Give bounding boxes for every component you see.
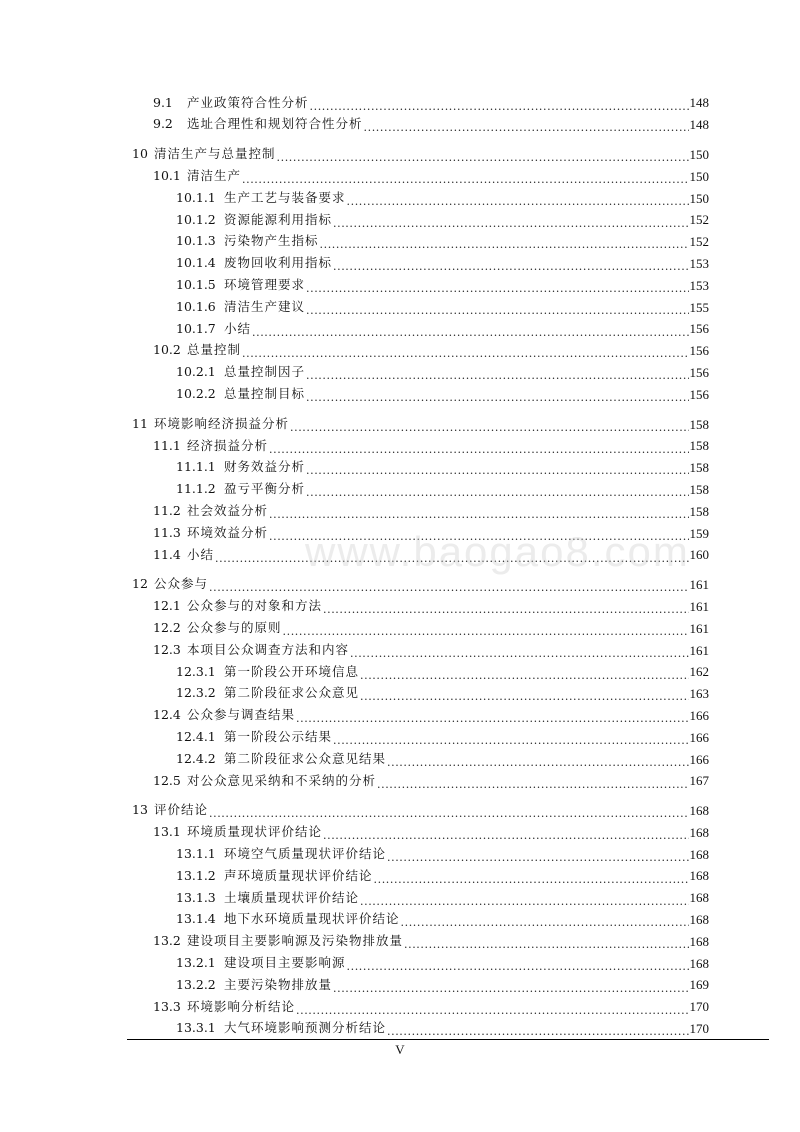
toc-entry-number: 12.4.2 <box>176 750 216 766</box>
toc-dot-leader <box>404 938 688 951</box>
toc-dot-leader <box>333 982 688 995</box>
toc-dot-leader <box>306 486 688 499</box>
toc-entry-page: 162 <box>689 664 709 680</box>
toc-entry-number: 12.3 <box>153 641 181 657</box>
toc-entry[interactable] <box>0 596 800 618</box>
toc-dot-leader <box>296 712 688 725</box>
toc-entry[interactable] <box>0 209 800 231</box>
toc-entry-title: 环境质量现状评价结论 <box>187 824 323 840</box>
toc-dot-leader <box>333 260 688 273</box>
toc-entry-number: 12.4.1 <box>176 728 216 744</box>
toc-entry-number: 10.1.7 <box>176 320 216 336</box>
toc-entry-page: 163 <box>689 686 709 702</box>
toc-dot-leader <box>209 807 688 820</box>
toc-dot-leader <box>323 603 688 616</box>
toc-entry[interactable] <box>0 362 800 384</box>
toc-entry-page: 168 <box>689 824 709 840</box>
toc-dot-leader <box>350 647 688 660</box>
toc-entry-title: 公众参与 <box>154 576 209 592</box>
toc-entry[interactable] <box>0 544 800 566</box>
toc-dot-leader <box>387 851 688 864</box>
toc-entry-number: 13.3 <box>153 998 181 1014</box>
toc-entry-number: 10.2 <box>153 342 181 358</box>
toc-entry-title: 资源能源利用指标 <box>224 211 333 227</box>
toc-entry[interactable] <box>0 887 800 909</box>
toc-entry[interactable] <box>0 770 800 792</box>
toc-entry[interactable] <box>0 639 800 661</box>
toc-entry[interactable] <box>0 187 800 209</box>
toc-entry-title: 选址合理性和规划符合性分析 <box>187 116 363 132</box>
toc-entry[interactable] <box>0 500 800 522</box>
toc-entry[interactable] <box>0 457 800 479</box>
toc-dot-leader <box>377 778 688 791</box>
toc-dot-leader <box>269 530 688 543</box>
toc-dot-leader <box>387 1025 688 1038</box>
toc-entry-number: 13.1 <box>153 824 181 840</box>
toc-entry-title: 公众参与的对象和方法 <box>187 598 323 614</box>
toc-dot-leader <box>310 100 689 113</box>
toc-entry-title: 总量控制因子 <box>224 364 306 380</box>
toc-entry-number: 12.1 <box>153 598 181 614</box>
toc-entry-title: 大气环境影响预测分析结论 <box>224 1020 387 1036</box>
toc-entry-title: 废物回收利用指标 <box>224 255 333 271</box>
toc-dot-leader <box>306 304 688 317</box>
toc-entry-page: 168 <box>689 846 709 862</box>
toc-entry-title: 财务效益分析 <box>224 459 306 475</box>
toc-entry-title: 环境效益分析 <box>187 524 269 540</box>
toc-entry-title: 总量控制目标 <box>224 386 306 401</box>
toc-dot-leader <box>209 581 688 594</box>
toc-entry-title: 小结 <box>224 320 252 336</box>
toc-entry-title: 污染物产生指标 <box>224 233 319 249</box>
toc-entry-title: 建设项目主要影响源及污染物排放量 <box>187 933 404 949</box>
toc-dot-leader <box>401 916 689 929</box>
footer-divider <box>127 1039 769 1040</box>
toc-entry-number: 12 <box>132 576 148 592</box>
toc-entry-number: 10.2.2 <box>176 386 216 401</box>
toc-dot-leader <box>323 829 688 842</box>
toc-entry-title: 环境管理要求 <box>224 277 306 293</box>
toc-dot-leader <box>333 217 688 230</box>
toc-entry-number: 10 <box>132 146 148 162</box>
toc-entry-title: 盈亏平衡分析 <box>224 481 306 497</box>
toc-entry-page: 148 <box>689 95 709 111</box>
toc-entry-page: 168 <box>689 890 709 906</box>
toc-entry[interactable] <box>0 144 800 166</box>
toc-entry[interactable] <box>0 952 800 974</box>
toc-entry-page: 168 <box>689 803 709 819</box>
toc-dot-leader <box>283 625 689 638</box>
toc-entry-page: 153 <box>689 255 709 271</box>
toc-dot-leader <box>333 734 688 747</box>
toc-entry-page: 159 <box>689 525 709 541</box>
toc-dot-leader <box>387 756 688 769</box>
toc-entry-page: 148 <box>689 117 709 133</box>
toc-dot-leader <box>242 173 688 186</box>
toc-entry-page: 170 <box>689 1021 709 1037</box>
toc-dot-leader <box>269 508 688 521</box>
toc-entry-page: 156 <box>689 321 709 337</box>
toc-entry-number: 13.2 <box>153 933 181 949</box>
toc-dot-leader <box>242 347 688 360</box>
toc-entry-number: 11 <box>132 415 148 431</box>
toc-dot-leader <box>360 690 688 703</box>
toc-entry[interactable] <box>0 661 800 683</box>
toc-entry-title: 第一阶段公开环境信息 <box>224 663 360 679</box>
toc-dot-leader <box>277 151 689 164</box>
toc-entry-number: 11.1.1 <box>176 459 216 475</box>
toc-entry-number: 12.5 <box>153 772 181 788</box>
toc-entry-page: 158 <box>689 416 709 432</box>
toc-entry-page: 161 <box>689 620 709 636</box>
toc-entry-page: 152 <box>689 234 709 250</box>
toc-entry-title: 对公众意见采纳和不采纳的分析 <box>187 772 377 788</box>
toc-entry-number: 12.3.2 <box>176 685 216 701</box>
toc-entry-page: 168 <box>689 933 709 949</box>
toc-entry[interactable] <box>0 822 800 844</box>
toc-entry-page: 168 <box>689 868 709 884</box>
toc-entry-number: 10.1.1 <box>176 189 216 205</box>
toc-dot-leader <box>364 121 689 134</box>
toc-entry-title: 环境空气质量现状评价结论 <box>224 845 387 861</box>
toc-entry-page: 150 <box>689 168 709 184</box>
toc-entry-title: 产业政策符合性分析 <box>187 94 309 110</box>
toc-entry[interactable] <box>0 726 800 748</box>
toc-entry[interactable] <box>0 974 800 996</box>
toc-entry-title: 清洁生产与总量控制 <box>154 146 276 162</box>
toc-entry-page: 153 <box>689 277 709 293</box>
toc-entry[interactable] <box>0 522 800 544</box>
toc-entry[interactable] <box>0 800 800 822</box>
toc-entry[interactable] <box>0 274 800 296</box>
toc-entry-page: 158 <box>689 503 709 519</box>
toc-entry[interactable] <box>0 114 800 136</box>
toc-dot-leader <box>306 464 688 477</box>
toc-entry-number: 13 <box>132 802 148 818</box>
toc-entry-number: 11.2 <box>153 502 181 518</box>
toc-dot-leader <box>347 960 689 973</box>
toc-entry-number: 13.1.1 <box>176 845 216 861</box>
table-of-contents <box>0 92 800 1039</box>
toc-entry-title: 环境影响经济损益分析 <box>154 415 290 431</box>
toc-entry[interactable] <box>0 340 800 362</box>
toc-entry-number: 11.1 <box>153 437 181 453</box>
toc-dot-leader <box>306 391 688 404</box>
toc-entry-number: 10.1.6 <box>176 298 216 314</box>
toc-dot-leader <box>215 552 688 565</box>
toc-entry-number: 10.1.5 <box>176 277 216 293</box>
toc-entry-title: 经济损益分析 <box>187 437 269 453</box>
toc-dot-leader <box>269 443 688 456</box>
toc-entry-page: 158 <box>689 481 709 497</box>
toc-entry-title: 总量控制 <box>187 342 242 358</box>
toc-entry[interactable] <box>0 617 800 639</box>
toc-entry[interactable] <box>0 574 800 596</box>
toc-entry-page: 150 <box>689 146 709 162</box>
toc-entry[interactable] <box>0 930 800 952</box>
toc-dot-leader <box>306 369 688 382</box>
toc-entry[interactable] <box>0 843 800 865</box>
toc-entry-page: 158 <box>689 460 709 476</box>
toc-entry-page: 156 <box>689 343 709 359</box>
toc-entry-page: 161 <box>689 642 709 658</box>
toc-entry[interactable] <box>0 318 800 340</box>
toc-dot-leader <box>320 238 689 251</box>
toc-entry-number: 12.3.1 <box>176 663 216 679</box>
toc-entry-number: 10.1.2 <box>176 211 216 227</box>
toc-entry-page: 166 <box>689 729 709 745</box>
toc-entry-number: 10.1.4 <box>176 255 216 271</box>
toc-entry-title: 环境影响分析结论 <box>187 998 296 1014</box>
toc-entry[interactable] <box>0 383 800 405</box>
toc-entry[interactable] <box>0 909 800 931</box>
toc-entry-title: 小结 <box>187 546 215 562</box>
toc-entry-page: 166 <box>689 707 709 723</box>
toc-entry-title: 本项目公众调查方法和内容 <box>187 641 350 657</box>
toc-entry-number: 13.2.1 <box>176 954 216 970</box>
toc-entry-number: 13.3.1 <box>176 1020 216 1036</box>
toc-entry-number: 10.2.1 <box>176 364 216 380</box>
toc-dot-leader <box>306 282 688 295</box>
toc-entry-page: 156 <box>689 386 709 402</box>
toc-entry[interactable] <box>0 413 800 435</box>
toc-entry-page: 170 <box>689 999 709 1015</box>
toc-entry-title: 生产工艺与装备要求 <box>224 189 346 205</box>
toc-entry-title: 清洁生产建议 <box>224 298 306 314</box>
toc-entry[interactable] <box>0 479 800 501</box>
toc-entry-title: 公众参与调查结果 <box>187 707 296 723</box>
toc-entry-page: 158 <box>689 438 709 454</box>
toc-entry-title: 第一阶段公示结果 <box>224 728 333 744</box>
toc-dot-leader <box>347 195 689 208</box>
toc-entry-page: 150 <box>689 190 709 206</box>
toc-entry-title: 土壤质量现状评价结论 <box>224 889 360 905</box>
toc-entry-title: 第二阶段征求公众意见结果 <box>224 750 387 766</box>
toc-entry-page: 152 <box>689 212 709 228</box>
toc-entry-page: 166 <box>689 751 709 767</box>
toc-entry[interactable] <box>0 296 800 318</box>
toc-entry[interactable] <box>0 996 800 1018</box>
toc-entry-page: 168 <box>689 955 709 971</box>
toc-entry[interactable] <box>0 683 800 705</box>
toc-entry-number: 13.2.2 <box>176 976 216 992</box>
toc-entry-number: 9.2 <box>153 116 173 132</box>
toc-entry-page: 161 <box>689 577 709 593</box>
toc-entry[interactable] <box>0 231 800 253</box>
toc-dot-leader <box>252 326 688 339</box>
toc-entry-title: 公众参与的原则 <box>187 619 282 635</box>
toc-entry[interactable] <box>0 865 800 887</box>
toc-dot-leader <box>360 669 688 682</box>
toc-entry[interactable] <box>0 435 800 457</box>
toc-entry-number: 12.4 <box>153 707 181 723</box>
toc-entry-title: 主要污染物排放量 <box>224 976 333 992</box>
toc-entry-title: 清洁生产 <box>187 168 242 184</box>
toc-entry-title: 第二阶段征求公众意见 <box>224 685 360 701</box>
page-number: V <box>395 1042 405 1057</box>
toc-entry-number: 10.1 <box>153 168 181 184</box>
toc-entry-number: 11.4 <box>153 546 181 562</box>
toc-entry-page: 155 <box>689 299 709 315</box>
toc-entry-page: 169 <box>689 977 709 993</box>
toc-entry-number: 13.1.2 <box>176 867 216 883</box>
toc-entry-title: 声环境质量现状评价结论 <box>224 867 373 883</box>
toc-entry-page: 167 <box>689 773 709 789</box>
toc-entry-title: 社会效益分析 <box>187 502 269 518</box>
toc-entry-title: 评价结论 <box>154 802 209 818</box>
toc-entry-number: 13.1.3 <box>176 889 216 905</box>
toc-entry-title: 建设项目主要影响源 <box>224 954 346 970</box>
toc-entry-number: 11.1.2 <box>176 481 216 497</box>
toc-entry[interactable] <box>0 1018 800 1040</box>
toc-entry-page: 161 <box>689 598 709 614</box>
toc-entry-page: 156 <box>689 364 709 380</box>
toc-dot-leader <box>290 421 688 434</box>
toc-entry[interactable] <box>0 253 800 275</box>
toc-dot-leader <box>374 873 689 886</box>
toc-entry-page: 168 <box>689 912 709 928</box>
toc-entry-page: 160 <box>689 547 709 563</box>
toc-entry[interactable] <box>0 165 800 187</box>
watermark-text: www.baogao8.com <box>305 528 690 575</box>
toc-entry[interactable] <box>0 748 800 770</box>
toc-entry-title: 地下水环境质量现状评价结论 <box>224 911 400 927</box>
toc-entry-number: 13.1.4 <box>176 911 216 927</box>
toc-entry-number: 12.2 <box>153 619 181 635</box>
toc-entry-number: 11.3 <box>153 524 181 540</box>
toc-entry-number: 9.1 <box>153 94 173 110</box>
toc-dot-leader <box>360 895 688 908</box>
toc-entry[interactable] <box>0 705 800 727</box>
toc-entry[interactable] <box>0 92 800 114</box>
toc-entry-number: 10.1.3 <box>176 233 216 249</box>
toc-dot-leader <box>296 1004 688 1017</box>
